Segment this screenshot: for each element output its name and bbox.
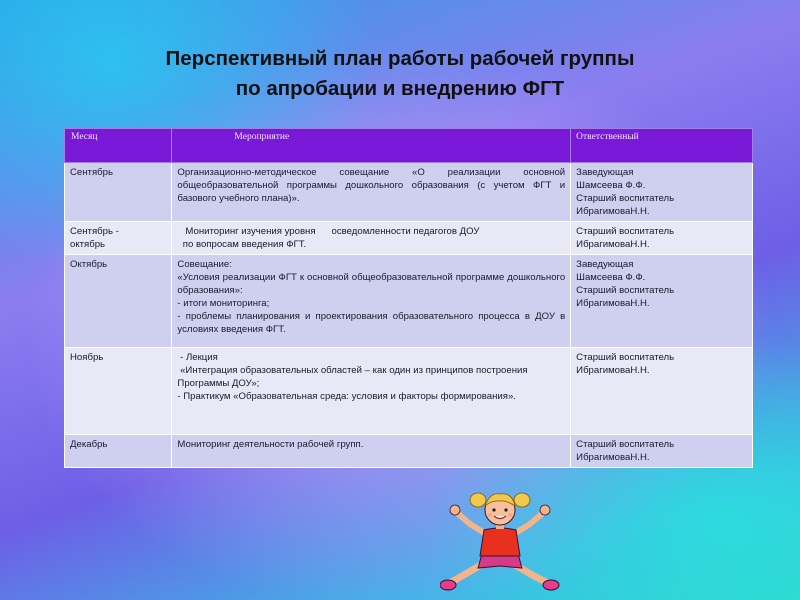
cell-responsible xyxy=(571,163,753,222)
event-text: Совещание: «Условия реализации ФГТ к основной общеобразовательной программе дошкольного образования»: - итоги мониторинга; - проблемы планирования и проектирования образовательного процесса в ДОУ в условиях введения ФГТ. xyxy=(177,259,566,335)
header-event: Мероприятие xyxy=(172,129,571,163)
cell-event xyxy=(172,348,571,435)
work-plan-table xyxy=(64,128,753,468)
header-responsible: Ответственный xyxy=(571,129,753,163)
header-month: Месяц xyxy=(65,129,172,163)
cell-responsible xyxy=(571,222,753,255)
month-text: Ноябрь xyxy=(70,352,104,363)
responsible-text: Заведующая Шамсеева Ф.Ф. Старший воспитатель ИбрагимоваН.Н. xyxy=(576,167,675,217)
event-text: Мониторинг изучения уровня осведомленности педагогов ДОУ по вопросам введения ФГТ. xyxy=(182,226,480,250)
cell-month xyxy=(65,348,172,435)
table-row xyxy=(65,435,753,468)
slide-title xyxy=(0,44,800,104)
responsible-text: Заведующая Шамсеева Ф.Ф. Старший воспитатель ИбрагимоваН.Н. xyxy=(576,259,675,309)
event-text: - Лекция «Интеграция образовательных областей – как один из принципов построения Программы ДОУ»; - Практикум «Образовательная среда: условия и факторы формирования». xyxy=(177,352,528,402)
cell-responsible xyxy=(571,255,753,348)
slide-title-line-1: Перспективный план работы рабочей группы xyxy=(165,47,635,70)
month-text: Сентябрь - октябрь xyxy=(70,226,119,250)
responsible-text: Старший воспитатель ИбрагимоваН.Н. xyxy=(576,439,675,463)
cell-month xyxy=(65,255,172,348)
month-text: Декабрь xyxy=(70,439,108,450)
responsible-text: Старший воспитатель ИбрагимоваН.Н. xyxy=(576,226,675,250)
cell-responsible xyxy=(571,435,753,468)
event-text: Организационно-методическое совещание «О реализации основной общеобразовательной программы дошкольного образования (с учетом ФГТ и базового учебного плана)». xyxy=(177,167,566,204)
cell-event xyxy=(172,222,571,255)
month-text: Сентябрь xyxy=(70,167,113,178)
cell-event xyxy=(172,163,571,222)
table-header-row xyxy=(65,129,753,163)
table-row xyxy=(65,222,753,255)
cell-month xyxy=(65,163,172,222)
slide-title-line-2: по апробации и внедрению ФГТ xyxy=(235,77,565,100)
cell-month xyxy=(65,222,172,255)
event-text: Мониторинг деятельности рабочей групп. xyxy=(177,439,364,450)
cell-month xyxy=(65,435,172,468)
cell-event xyxy=(172,435,571,468)
jumping-girl-illustration xyxy=(440,488,560,594)
table-row xyxy=(65,255,753,348)
responsible-text: Старший воспитатель ИбрагимоваН.Н. xyxy=(576,352,675,376)
cell-event xyxy=(172,255,571,348)
table-row xyxy=(65,163,753,222)
table-row xyxy=(65,348,753,435)
cell-responsible xyxy=(571,348,753,435)
month-text: Октябрь xyxy=(70,259,108,270)
